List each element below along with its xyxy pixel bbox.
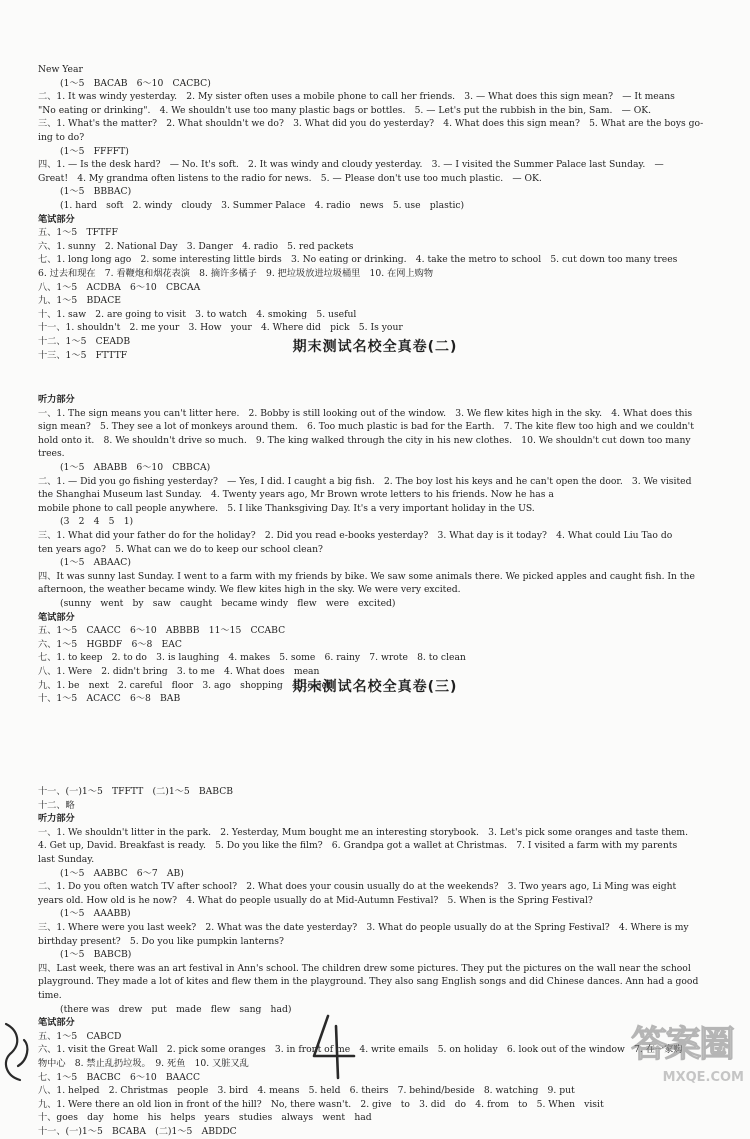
answer-line: New Year <box>38 64 83 75</box>
watermark-logo <box>616 1016 744 1090</box>
answer-line: 十三、1～5 FTTTF <box>38 349 128 361</box>
answer-line: 三、1. What did your father do for the holiday? 2. Did you read e-books yesterday? 3. What day is it today? 4. What could Liu Tao do <box>38 530 673 541</box>
section-heading: 听力部分 <box>38 813 75 825</box>
answer-line: 一、1. We shouldn't litter in the park. 2. Yesterday, Mum bought me an interesting storybook. 3. Let's pick some oranges and taste them. <box>38 826 689 838</box>
answer-line: 十、1～5 ACACC 6～8 BAB <box>38 693 181 705</box>
answer-line: 四、Last week, there was an art festival in Ann's school. The children drew some pictures. They put the pictures on the wall near the school <box>38 962 691 974</box>
answer-line: trees. <box>38 448 65 460</box>
answer-line: years old. How old is he now? 4. What do people usually do at Mid-Autumn Festival? 5. When is the Spring Festival? <box>38 894 593 906</box>
answer-line: 八、1. helped 2. Christmas people 3. bird 4. means 5. held 6. theirs 7. behind/beside 8. watching 9. put <box>38 1085 575 1097</box>
answer-line: (there was drew put made flew sang had) <box>60 1003 292 1015</box>
handwritten-margin-mark <box>0 1020 36 1084</box>
answer-line: ten years ago? 5. What can we do to keep our school clean? <box>38 543 323 555</box>
answer-line: 九、1. be next 2. careful floor 3. ago shopping 4. to get <box>38 679 331 691</box>
answer-line: 六、1. visit the Great Wall 2. pick some oranges 3. in front of me 4. write emails 5. on holiday 6. look out of the window 7. 在一家购 <box>38 1044 683 1056</box>
answer-line: (1～5 ABABB 6～10 CBBCA) <box>60 462 211 473</box>
answer-line: 二、1. — Did you go fishing yesterday? — Yes, I did. I caught a big fish. 2. The boy lost his keys and he can't open the door. 3. We visited <box>38 475 692 487</box>
answer-line: 二、1. Do you often watch TV after school? 2. What does your cousin usually do at the weekends? 3. Two years ago, Li Ming was eight <box>38 881 677 893</box>
answer-line: 七、1. long long ago 2. some interesting little birds 3. No eating or drinking. 4. take the metro to school 5. cut down too many trees <box>38 254 678 266</box>
answer-line: birthday present? 5. Do you like pumpkin lanterns? <box>38 935 284 947</box>
answer-line: (3 2 4 5 1) <box>60 516 134 528</box>
answer-line: 四、1. — Is the desk hard? — No. It's soft. 2. It was windy and cloudy yesterday. 3. — I visited the Summer Palace last Sunday. — <box>38 159 664 171</box>
section-heading: 听力部分 <box>38 394 75 405</box>
section-heading: 笔试部分 <box>38 611 75 623</box>
answer-line: sign mean? 5. They see a lot of monkeys around them. 6. Too much plastic is bad for the Earth. 7. The kite flew too high and we couldn't <box>38 421 694 433</box>
answer-line: (sunny went by saw caught became windy flew were excited) <box>60 598 396 609</box>
answer-line: 十二、略 <box>38 799 75 811</box>
watermark-chars: 答案圈 <box>630 1024 733 1065</box>
watermark-url: MXQE.COM <box>662 1070 744 1085</box>
answer-line: 五、1～5 CAACC 6～10 ABBBB 11～15 CCABC <box>38 625 286 637</box>
answer-line: 六、1～5 HGBDF 6～8 EAC <box>38 638 182 650</box>
answer-line: 二、1. It was windy yesterday. 2. My sister often uses a mobile phone to call her friends. 3. — What does this sign mean? — It means <box>38 91 675 103</box>
answer-line: 一、1. The sign means you can't litter here. 2. Bobby is still looking out of the window. 3. We flew kites high in the sky. 4. What does this <box>38 407 693 419</box>
answer-line: 三、1. What's the matter? 2. What shouldn't we do? 3. What did you do yesterday? 4. What does this sign mean? 5. What are the boys go- <box>38 118 704 130</box>
answer-line: (1. hard soft 2. windy cloudy 3. Summer Palace 4. radio news 5. use plastic) <box>60 200 465 211</box>
answer-line: 九、1. Were there an old lion in front of the hill? No, there wasn't. 2. give to 3. did do 4. from to 5. When visit <box>38 1098 604 1110</box>
answer-line: hold onto it. 8. We shouldn't drive so much. 9. The king walked through the city in his new clothes. 10. We shouldn't cut down too many <box>38 434 691 446</box>
handwritten-page-number <box>306 1012 366 1082</box>
answer-line: (1～5 ABAAC) <box>60 557 131 569</box>
answer-line: 十一、(一)1～5 TFFTT (二)1～5 BABCB <box>38 786 233 797</box>
answer-line: Great! 4. My grandma often listens to the radio for news. 5. — Please don't use too much plastic. — OK. <box>38 172 542 184</box>
answer-line: 五、1～5 TFTFF <box>38 227 118 239</box>
answer-line: 十、goes day home his helps years studies always went had <box>38 1112 372 1124</box>
answer-line: 八、1. Were 2. didn't bring 3. to me 4. What does mean <box>38 666 320 677</box>
answer-line: 七、1～5 BACBC 6～10 BAACC <box>38 1071 200 1083</box>
answer-line: last Sunday. <box>38 854 95 865</box>
answer-line: 十一、1. shouldn't 2. me your 3. How your 4. Where did pick 5. Is your <box>38 322 403 334</box>
answer-line: 七、1. to keep 2. to do 3. is laughing 4. makes 5. some 6. rainy 7. wrote 8. to clean <box>38 652 466 664</box>
answer-line: 八、1～5 ACDBA 6～10 CBCAA <box>38 281 201 293</box>
answer-line: (1～5 BABCB) <box>60 949 132 961</box>
answer-line: 十、1. saw 2. are going to visit 3. to watch 4. smoking 5. useful <box>38 308 357 320</box>
answer-line: time. <box>38 990 62 1001</box>
exam-paper-title: 期末测试名校全真卷(三) <box>292 679 458 695</box>
answer-line: 三、1. Where were you last week? 2. What was the date yesterday? 3. What do people usually do at the Spring Festival? 4. Where is my <box>38 922 689 933</box>
answer-line: (1～5 AABBC 6～7 AB) <box>60 867 184 879</box>
exam-paper-title: 期末测试名校全真卷(二) <box>292 339 458 355</box>
answer-line: playground. They made a lot of kites and flew them in the playground. They also sang English songs and did Chinese dances. Ann had a good <box>38 976 699 988</box>
answer-line: mobile phone to call people anywhere. 5. I like Thanksgiving Day. It's a very important holiday in the US. <box>38 502 535 514</box>
section-heading: 笔试部分 <box>38 1017 75 1029</box>
answer-line: (1～5 BACAB 6～10 CACBC) <box>60 77 211 89</box>
answer-line: 六、1. sunny 2. National Day 3. Danger 4. radio 5. red packets <box>38 240 354 252</box>
answer-line: ing to do? <box>38 132 85 143</box>
answer-line: 十二、1～5 CEADB <box>38 336 131 347</box>
answer-line: afternoon, the weather became windy. We flew kites high in the sky. We were very excited. <box>38 584 461 596</box>
answer-line: 6. 过去和现在 7. 看鞭炮和烟花表演 8. 摘许多橘子 9. 把垃圾放进垃圾桶里 10. 在网上购物 <box>38 268 434 279</box>
answer-line: 五、1～5 CABCD <box>38 1030 122 1042</box>
answer-line: (1～5 FFFFT) <box>60 145 129 157</box>
answer-line: (1～5 BBBAC) <box>60 186 132 198</box>
answer-line: 十一、(一)1～5 BCABA (二)1～5 ABDDC <box>38 1126 237 1137</box>
answer-line: (1～5 AAABB) <box>60 908 131 920</box>
answer-line: "No eating or drinking". 4. We shouldn't use too many plastic bags or bottles. 5. — Let's put the rubbish in the bin, Sam. — OK. <box>38 104 652 116</box>
answer-line: 物中心 8. 禁止乱扔垃圾。 9. 死鱼 10. 又脏又乱 <box>38 1058 249 1069</box>
answer-line: the Shanghai Museum last Sunday. 4. Twenty years ago, Mr Brown wrote letters to his friends. Now he has a <box>38 489 554 501</box>
section-heading: 笔试部分 <box>38 213 75 225</box>
answer-line: 四、It was sunny last Sunday. I went to a farm with my friends by bike. We saw some animals there. We picked apples and caught fish. In the <box>38 570 695 582</box>
answer-line: 4. Get up, David. Breakfast is ready. 5. Do you like the film? 6. Grandpa got a wallet at Christmas. 7. I visited a farm with my parents <box>38 840 678 852</box>
answer-line: 九、1～5 BDACE <box>38 295 121 307</box>
